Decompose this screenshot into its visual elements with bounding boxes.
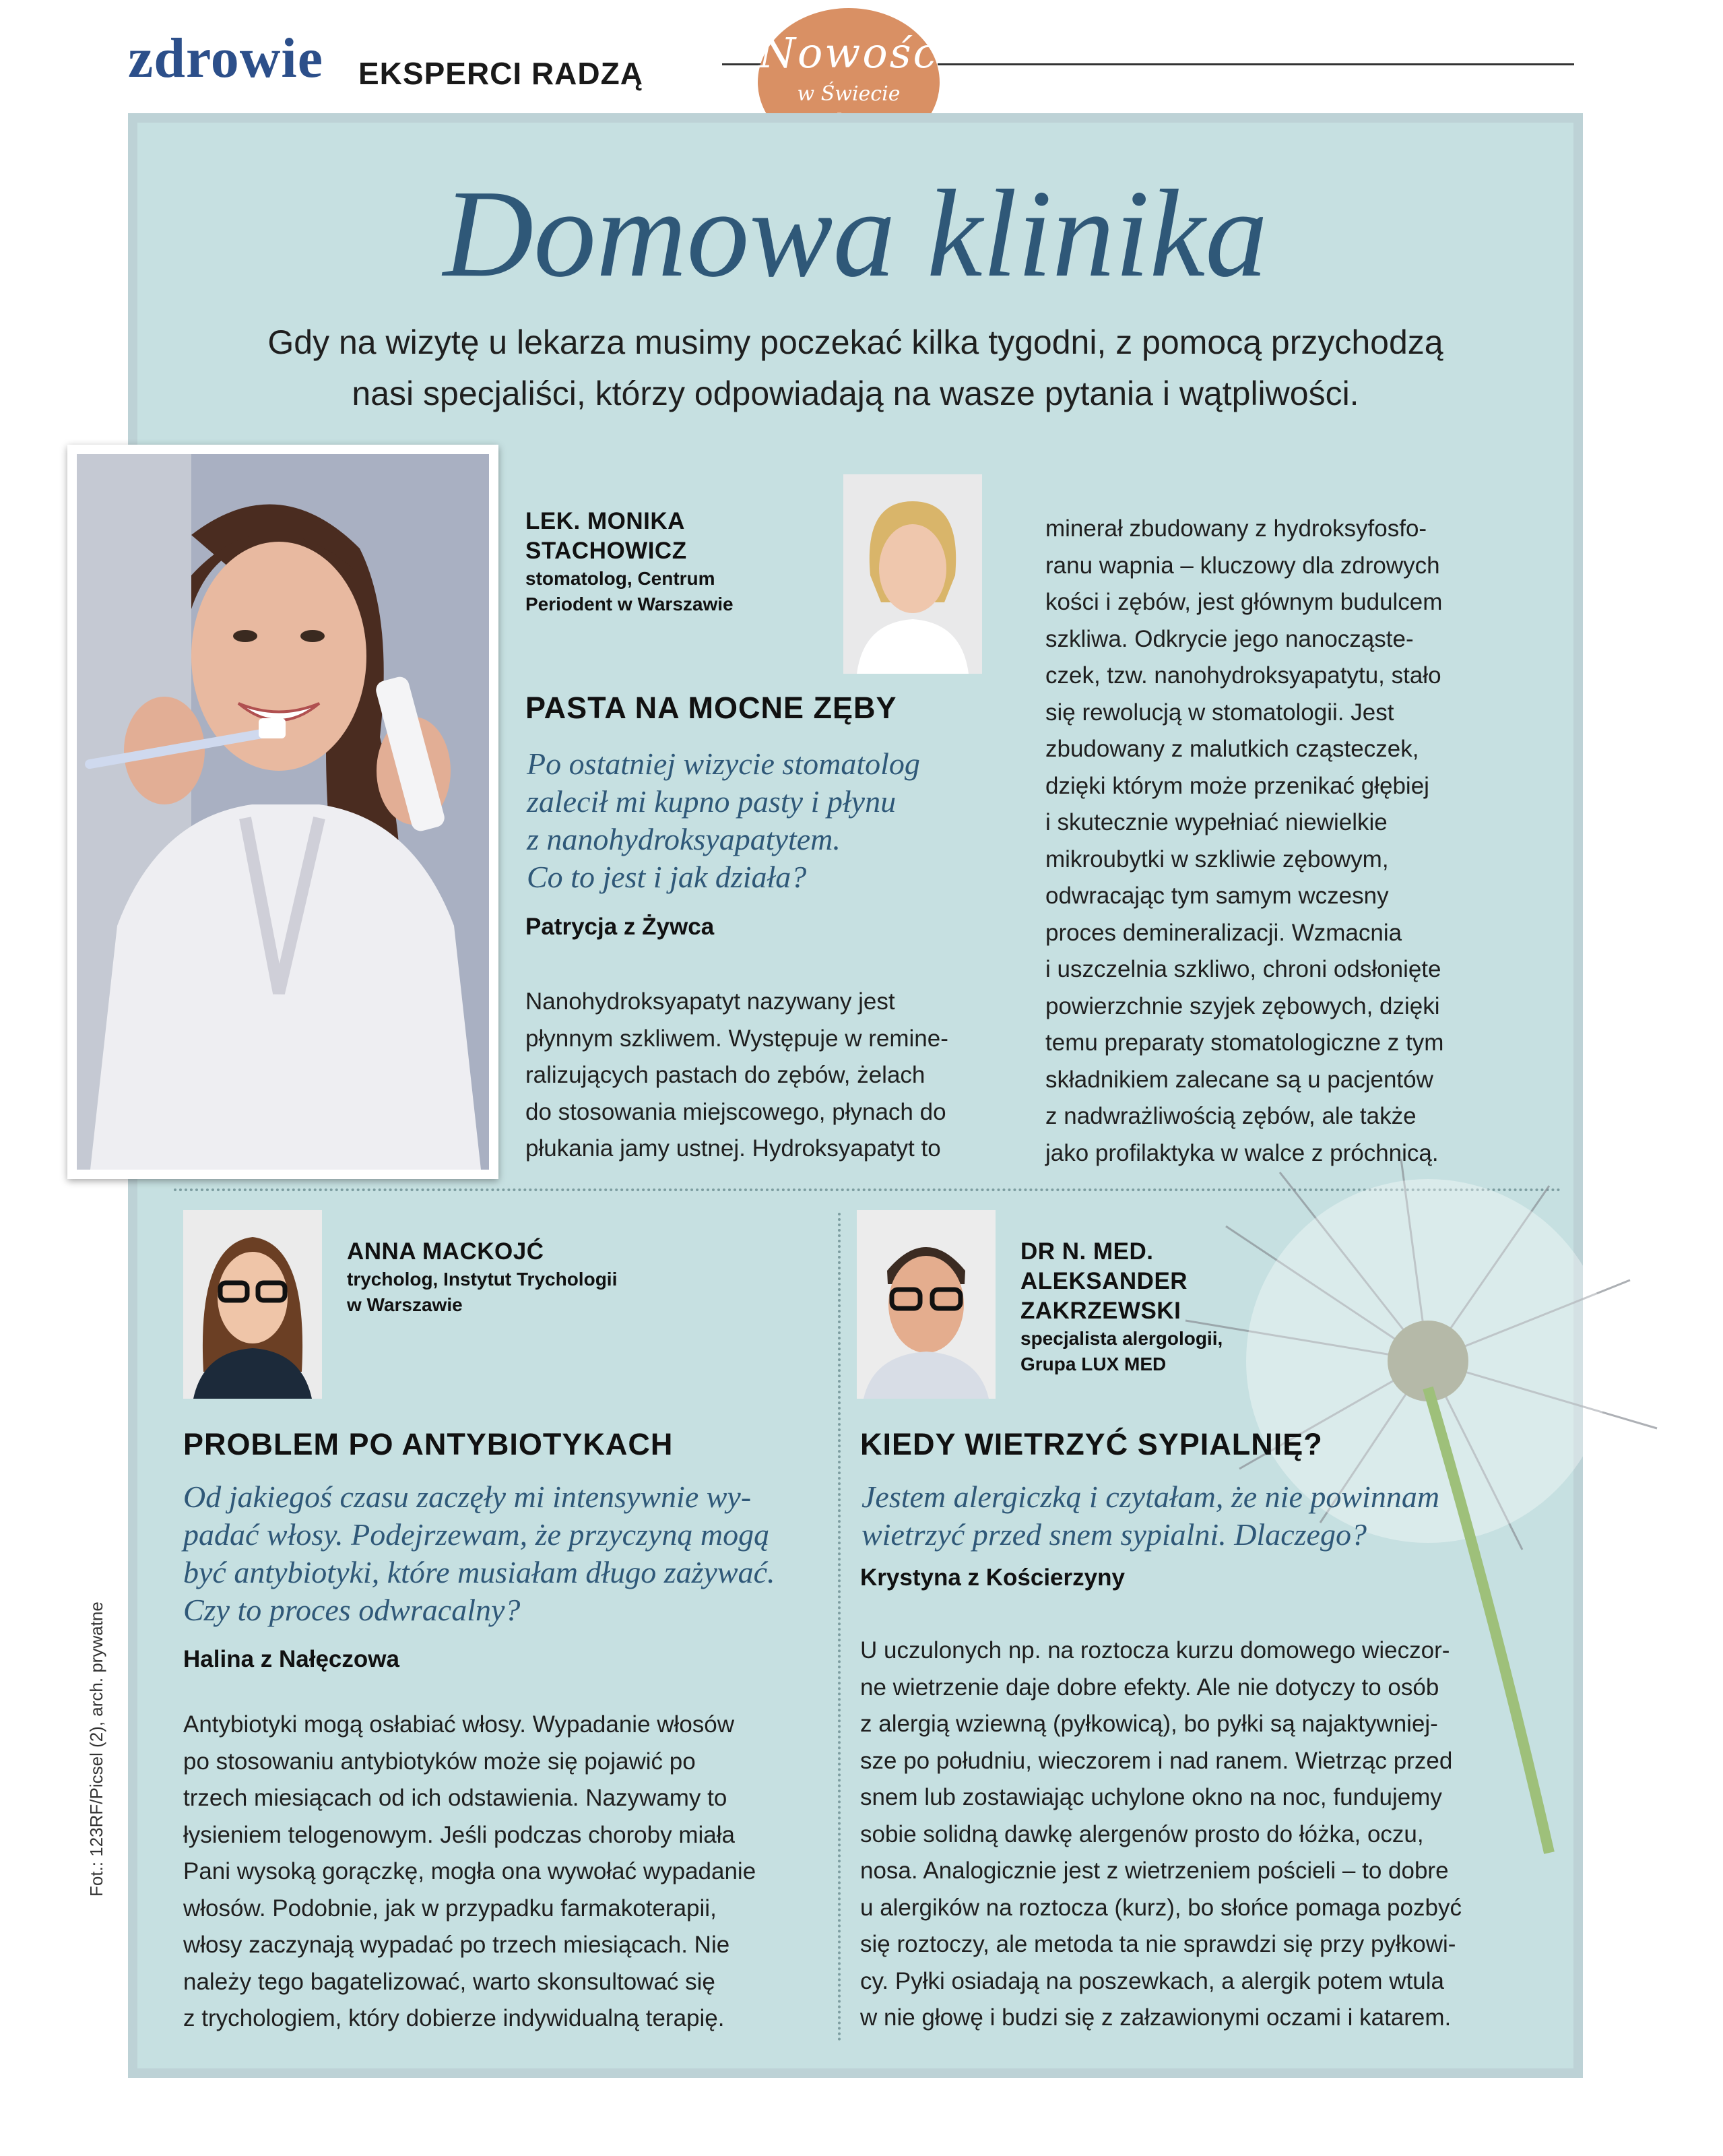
expert-role: specjalista alergologii, — [1020, 1328, 1223, 1349]
body-line: ralizujących pastach do zębów, żelach — [525, 1062, 925, 1088]
expert-3-portrait — [857, 1210, 996, 1399]
body-line: U uczulonych np. na roztocza kurzu domowego wieczor- — [860, 1637, 1450, 1663]
body-line: zbudowany z malutkich cząsteczek, — [1045, 736, 1419, 762]
portrait-photo — [843, 474, 982, 674]
body-line: trzech miesiącach od ich odstawienia. Nazywamy to — [183, 1785, 727, 1811]
header-rule-right — [938, 63, 1574, 65]
body-line: u alergików na roztocza (kurz), bo słońce pomaga pozbyć — [860, 1894, 1462, 1921]
body-line: proces demineralizacji. Wzmacnia — [1045, 919, 1402, 946]
photo-credit: Fot.: 123RF/Picsel (2), arch. prywatne — [86, 1602, 106, 1897]
article-1-answer-col-2 — [1045, 511, 1443, 1172]
question-line: wietrzyć przed snem sypialni. Dlaczego? — [862, 1517, 1367, 1552]
article-2-question — [183, 1478, 775, 1629]
badge-sub-text-1: w Świecie — [797, 82, 901, 106]
body-line: ranu wapnia – kluczowy dla zdrowych — [1045, 552, 1440, 579]
body-line: włosy zaczynają wypadać po trzech miesiącach. Nie — [183, 1932, 730, 1958]
body-line: Antybiotyki mogą osłabiać włosy. Wypadanie włosów — [183, 1711, 735, 1738]
article-2-author: Halina z Nałęczowa — [183, 1646, 399, 1672]
expert-role: Grupa LUX MED — [1020, 1354, 1167, 1374]
lead-paragraph — [162, 317, 1549, 419]
body-line: Pani wysoką gorączkę, mogła ona wywołać wypadanie — [183, 1858, 756, 1884]
body-line: płukania jamy ustnej. Hydroksyapatyt to — [525, 1135, 941, 1162]
expert-role: stomatolog, Centrum — [525, 568, 715, 589]
body-line: włosów. Podobnie, jak w przypadku farmakoterapii, — [183, 1895, 717, 1922]
body-line: z alergią wziewną (pyłkowicą), bo pyłki są najaktywniej- — [860, 1711, 1438, 1737]
expert-name: LEK. MONIKA — [525, 508, 685, 534]
body-line: z nadwrażliwością zębów, ale także — [1045, 1103, 1417, 1129]
section-label: zdrowie — [128, 27, 324, 90]
body-line: do stosowania miejscowego, płynach do — [525, 1098, 946, 1125]
body-line: i skutecznie wypełniać niewielkie — [1045, 809, 1388, 835]
question-line: być antybiotyki, które musiałam długo zażywać. — [183, 1555, 775, 1589]
body-line: powierzchnie szyjek zębowych, dzięki — [1045, 992, 1440, 1019]
body-line: się rewolucją w stomatologii. Jest — [1045, 699, 1394, 726]
expert-3-info — [1020, 1237, 1223, 1377]
expert-name: ALEKSANDER — [1020, 1268, 1188, 1294]
body-line: czek, tzw. nanohydroksyapatytu, stało — [1045, 662, 1441, 689]
body-line: sobie solidną dawkę alergenów prosto do łóżka, oczu, — [860, 1820, 1424, 1847]
article-2-heading: PROBLEM PO ANTYBIOTYKACH — [183, 1427, 674, 1461]
expert-name: ZAKRZEWSKI — [1020, 1298, 1181, 1324]
question-line: Co to jest i jak działa? — [527, 860, 807, 894]
body-line: składnikiem zalecane są u pacjentów — [1045, 1066, 1433, 1093]
article-2-answer — [183, 1707, 756, 2037]
body-line: należy tego bagatelizować, warto skonsultować się — [183, 1968, 715, 1995]
toothbrush-photo — [67, 445, 498, 1179]
article-3-heading: KIEDY WIETRZYĆ SYPIALNIĘ? — [860, 1427, 1323, 1461]
body-line: płynnym szkliwem. Występuje w remine- — [525, 1025, 948, 1052]
body-line: szkliwa. Odkrycie jego nanocząste- — [1045, 625, 1414, 652]
body-line: ne wietrzenie daje dobre efekty. Ale nie dotyczy to osób — [860, 1674, 1439, 1701]
body-line: z trychologiem, który dobierze indywidualną terapię. — [183, 2005, 725, 2031]
body-line: nosa. Analogicznie jest z wietrzeniem pościeli – to dobre — [860, 1858, 1449, 1884]
question-line: z nanohydroksyapatytem. — [527, 822, 841, 856]
article-1-author: Patrycja z Żywca — [525, 914, 715, 940]
subsection-label: EKSPERCI RADZĄ — [358, 56, 643, 91]
expert-role: w Warszawie — [347, 1294, 463, 1315]
article-1-question — [527, 745, 920, 896]
article-1-heading: PASTA NA MOCNE ZĘBY — [525, 691, 897, 725]
body-line: snem lub zostawiając uchylone okno na noc, fundujemy — [860, 1784, 1442, 1810]
expert-role: Periodent w Warszawie — [525, 594, 734, 614]
portrait-photo — [857, 1210, 996, 1399]
question-line: Po ostatniej wizycie stomatolog — [527, 747, 920, 781]
badge-main-text: Nowość — [758, 28, 939, 77]
lead-line: Gdy na wizytę u lekarza musimy poczekać kilka tygodni, z pomocą przychodzą — [267, 323, 1443, 361]
vertical-divider — [838, 1213, 841, 2041]
expert-1-portrait — [843, 474, 982, 674]
expert-2-portrait — [183, 1210, 322, 1399]
body-line: w nie głowę i budzi się z załzawionymi oczami i katarem. — [860, 2004, 1452, 2031]
question-line: Od jakiegoś czasu zaczęły mi intensywnie wy- — [183, 1480, 752, 1514]
woman-brushing-teeth-illustration — [77, 454, 489, 1170]
article-3-answer — [860, 1632, 1462, 2037]
question-line: Czy to proces odwracalny? — [183, 1593, 521, 1627]
body-line: po stosowaniu antybiotyków może się pojawić po — [183, 1748, 696, 1775]
body-line: minerał zbudowany z hydroksyfosfo- — [1045, 515, 1427, 542]
body-line: cy. Pyłki osiadają na poszewkach, a alergik potem wtula — [860, 1967, 1445, 1994]
expert-name: STACHOWICZ — [525, 538, 687, 564]
header-rule-left — [722, 63, 761, 65]
body-line: sze po południu, wieczorem i nad ranem. Wietrząc przed — [860, 1747, 1453, 1774]
body-line: dzięki którym może przenikać głębiej — [1045, 772, 1429, 799]
expert-name: DR N. MED. — [1020, 1238, 1154, 1265]
portrait-photo — [183, 1210, 322, 1399]
body-line: się roztoczy, ale metoda ta nie sprawdzi się przy pyłkowi- — [860, 1931, 1456, 1957]
expert-2-info — [347, 1237, 617, 1318]
article-3-author: Krystyna z Kościerzyny — [860, 1564, 1125, 1591]
body-line: odwracając tym samym wczesny — [1045, 883, 1389, 909]
body-line: mikroubytki w szkliwie zębowym, — [1045, 846, 1389, 873]
body-line: Nanohydroksyapatyt nazywany jest — [525, 988, 895, 1015]
expert-name: ANNA MACKOJĆ — [347, 1238, 544, 1265]
page-title: Domowa klinika — [443, 164, 1268, 303]
body-line: łysieniem telogenowym. Jeśli podczas choroby miała — [183, 1821, 735, 1848]
lead-line: nasi specjaliści, którzy odpowiadają na wasze pytania i wątpliwości. — [352, 375, 1359, 412]
question-line: padać włosy. Podejrzewam, że przyczyną mogą — [183, 1517, 770, 1552]
expert-role: trycholog, Instytut Trychologii — [347, 1269, 618, 1290]
expert-1-info — [525, 507, 734, 617]
article-1-answer-col-1 — [525, 984, 948, 1168]
question-line: Jestem alergiczką i czytałam, że nie powinnam — [862, 1480, 1440, 1514]
article-3-question — [862, 1478, 1439, 1554]
body-line: jako profilaktyka w walce z próchnicą. — [1045, 1139, 1439, 1166]
body-line: kości i zębów, jest głównym budulcem — [1045, 589, 1443, 615]
body-line: temu preparaty stomatologiczne z tym — [1045, 1029, 1444, 1056]
body-line: i uszczelnia szkliwo, chroni odsłonięte — [1045, 956, 1441, 982]
question-line: zalecił mi kupno pasty i płynu — [527, 784, 897, 819]
